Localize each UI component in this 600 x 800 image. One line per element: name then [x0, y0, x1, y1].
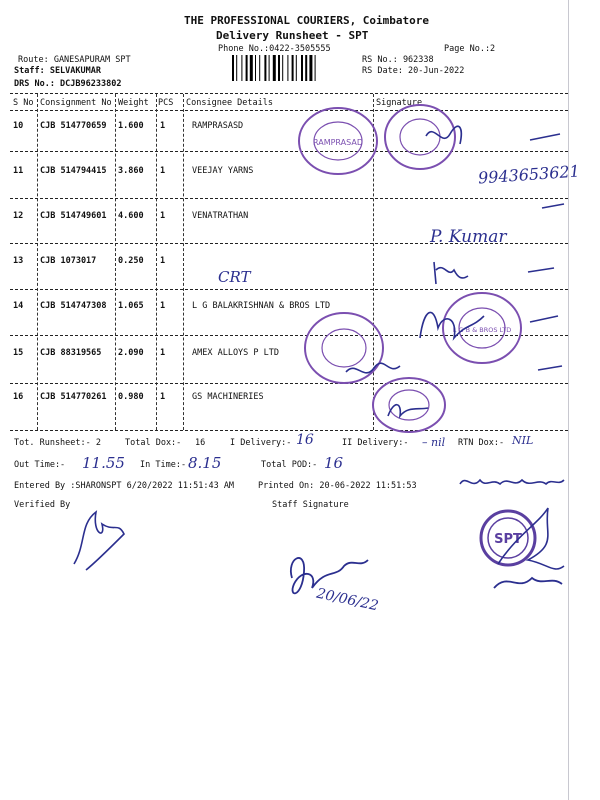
ramprasad-stamp: [296, 105, 380, 177]
row-pcs: 1: [160, 211, 166, 221]
ramprasad-stamp-text: RAMPRASAD: [313, 138, 363, 147]
signature-row-13: [430, 258, 570, 288]
signature-row-14: [414, 298, 564, 348]
col-header-signature: Signature: [376, 98, 423, 108]
handwritten-i-delivery: 16: [296, 432, 314, 448]
ii-delivery-label: II Delivery:-: [342, 438, 409, 448]
handwritten-rtn-dox: NIL: [512, 434, 534, 447]
row-consignee: L G BALAKRISHNAN & BROS LTD: [192, 301, 331, 311]
total-pod-label: Total POD:-: [261, 460, 318, 470]
row-weight: 3.860: [118, 166, 144, 176]
row-sno: 10: [13, 121, 24, 131]
handwritten-phone: 9943653621: [477, 161, 581, 188]
barcode-bar: [264, 55, 266, 81]
handwritten-in-time: 8.15: [188, 454, 222, 472]
row-consignment: CJB 514747308: [40, 301, 107, 311]
row-consignment: CJB 514770261: [40, 392, 107, 402]
row-consignment: CJB 514794415: [40, 166, 107, 176]
handwritten-date: 20/06/22: [315, 585, 380, 615]
row-sno: 14: [13, 301, 24, 311]
barcode-bar: [301, 55, 303, 81]
company-name: THE PROFESSIONAL COURIERS, Coimbatore: [184, 14, 430, 27]
signature-row-16: [384, 396, 444, 424]
col-header-sno: S No: [13, 98, 34, 108]
row-pcs: 1: [160, 301, 166, 311]
barcode-bar: [309, 55, 312, 81]
row-sno: 15: [13, 348, 24, 358]
table-top-rule: [10, 93, 568, 94]
row-sno: 13: [13, 256, 24, 266]
rtn-dox-label: RTN Dox:-: [458, 438, 505, 448]
printed-on: Printed On: 20-06-2022 11:51:53: [258, 481, 417, 491]
handwritten-crt: CRT: [218, 268, 251, 286]
barcode-bar: [287, 55, 288, 81]
row-rule: [10, 198, 568, 199]
table-bottom-rule: [10, 430, 568, 431]
row-pcs: 1: [160, 121, 166, 131]
row-pcs: 1: [160, 392, 166, 402]
col-divider: [37, 94, 38, 430]
barcode-bar: [292, 55, 294, 81]
total-dox-label: Total Dox:-: [125, 438, 182, 448]
row-sno: 12: [13, 211, 24, 221]
barcode-bar: [278, 55, 280, 81]
barcode-bar: [250, 55, 253, 81]
row-consignee: GS MACHINERIES: [192, 392, 264, 402]
row-pcs: 1: [160, 256, 166, 266]
barcode-bar: [232, 55, 234, 81]
handwritten-out-time: 11.55: [82, 454, 125, 472]
verified-by-label: Verified By: [14, 500, 71, 510]
row-consignment: CJB 514770659: [40, 121, 107, 131]
out-time-label: Out Time:-: [14, 460, 66, 470]
barcode-bar: [296, 55, 297, 81]
document-title: Delivery Runsheet - SPT: [216, 29, 369, 42]
row-consignment: CJB 1073017: [40, 256, 97, 266]
barcode-bar: [269, 55, 270, 81]
entered-by: Entered By :SHARONSPT 6/20/2022 11:51:43 AM: [14, 481, 235, 491]
row-consignee: VEEJAY YARNS: [192, 166, 254, 176]
verified-by-signature: [66, 504, 136, 574]
barcode-bar: [273, 55, 276, 81]
row-consignee: RAMPRASASD: [192, 121, 244, 131]
total-runsheet: Tot. Runsheet:- 2: [14, 438, 101, 448]
handwritten-total-pod: 16: [324, 454, 344, 472]
signature-row-15: [340, 356, 570, 386]
row-weight: 1.600: [118, 121, 144, 131]
i-delivery-label: I Delivery:-: [230, 438, 292, 448]
in-time-label: In Time:-: [140, 460, 187, 470]
staff-signature-label: Staff Signature: [272, 500, 349, 510]
row-weight: 2.090: [118, 348, 144, 358]
row-sno: 11: [13, 166, 24, 176]
barcode-bar: [241, 55, 242, 81]
row-consignee: AMEX ALLOYS P LTD: [192, 348, 279, 358]
page-number: Page No.:2: [444, 44, 496, 54]
barcode-bar: [315, 55, 316, 81]
staff-signature: [282, 548, 372, 618]
col-header-consignee: Consignee Details: [186, 98, 273, 108]
col-header-pcs: PCS: [158, 98, 174, 108]
col-header-consignment: Consignment No: [40, 98, 112, 108]
row-consignment: CJB 88319565: [40, 348, 102, 358]
barcode-bar: [255, 55, 256, 81]
spt-signature: [488, 504, 568, 594]
phone-number: Phone No.:0422-3505555: [218, 44, 331, 54]
barcode-bar: [305, 55, 307, 81]
row-weight: 0.250: [118, 256, 144, 266]
row-weight: 0.980: [118, 392, 144, 402]
total-dox-value: 16: [195, 438, 206, 448]
barcode-bar: [246, 55, 248, 81]
drs-number: DRS No.: DCJB96233802: [14, 79, 122, 89]
barcode: [232, 55, 356, 81]
barcode-bar: [282, 55, 283, 81]
signature-row-11-dash: [540, 196, 570, 216]
table-header-rule: [10, 110, 568, 111]
barcode-bar: [236, 55, 237, 81]
row-consignee: VENATRATHAN: [192, 211, 249, 221]
staff-label: Staff: SELVAKUMAR: [14, 66, 101, 76]
row-weight: 1.065: [118, 301, 144, 311]
col-divider: [183, 94, 184, 430]
row-sno: 16: [13, 392, 24, 402]
rs-date: RS Date: 20-Jun-2022: [362, 66, 465, 76]
row-consignment: CJB 514749601: [40, 211, 107, 221]
tamil-signature: [456, 470, 568, 494]
rs-number: RS No.: 962338: [362, 55, 434, 65]
route-label: Route: GANESAPURAM SPT: [18, 55, 131, 65]
lg-bros-stamp-text: L G B & BROS LTD: [452, 326, 512, 334]
row-weight: 4.600: [118, 211, 144, 221]
row-pcs: 1: [160, 348, 166, 358]
spt-stamp-text: SPT: [494, 532, 522, 547]
handwritten-ii-delivery: – nil: [422, 436, 446, 449]
col-divider: [156, 94, 157, 430]
barcode-bar: [259, 55, 260, 81]
signature-row-10: [420, 118, 570, 158]
col-divider: [115, 94, 116, 430]
row-pcs: 1: [160, 166, 166, 176]
handwritten-p-kumar: P. Kumar: [430, 227, 507, 247]
col-header-weight: Weight: [118, 98, 149, 108]
